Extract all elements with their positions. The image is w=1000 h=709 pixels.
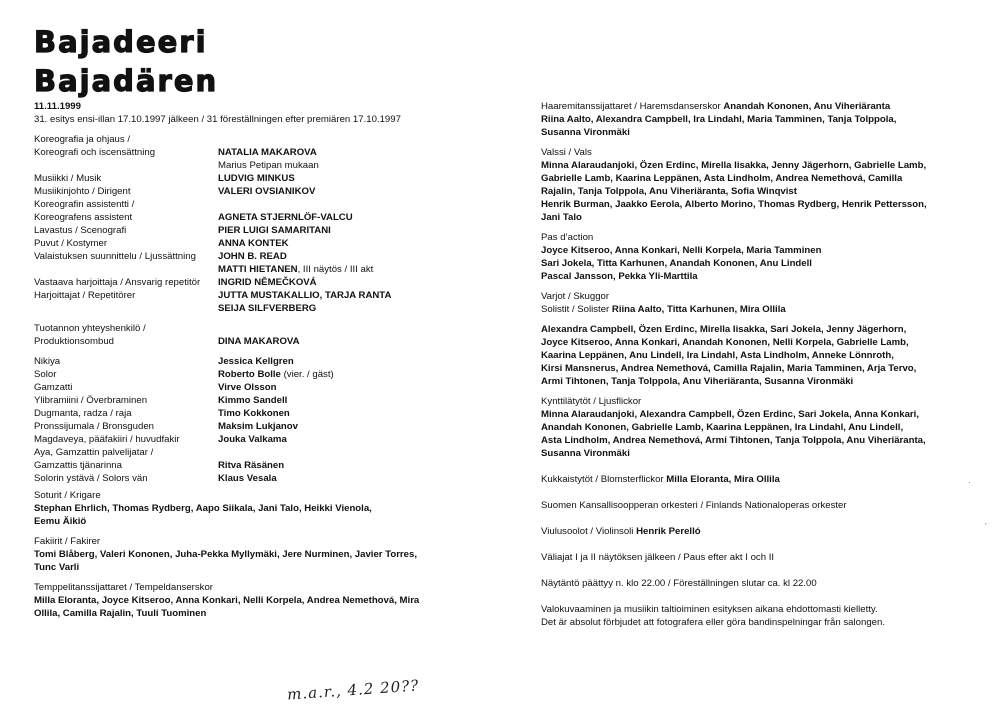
credit-name: [218, 211, 484, 224]
cast-row: [34, 433, 484, 446]
production-row: [34, 322, 484, 335]
credit-role: Koreografi och iscensättning: [34, 147, 156, 158]
credit-role: Harjoittajat / Repetitörer: [34, 290, 136, 301]
shades-names: [541, 323, 991, 388]
credit-name-text: Marius Petipan mukaan: [218, 160, 319, 171]
cast-name-suffix: (vier. / gäst): [280, 369, 334, 380]
candles-names-line: Anandah Kononen, Gabrielle Lamb, Kaarina Leppänen, Ira Lindahl, Anu Lindell,: [541, 422, 904, 433]
cast-name-text: Ritva Räsänen: [218, 460, 285, 471]
credit-role: Valaistuksen suunnittelu / Ljussättning: [34, 251, 196, 262]
cast-role: Aya, Gamzattin palvelijatar /: [34, 447, 154, 458]
handwritten-note: m.a.r., 4.2 20??: [286, 676, 420, 704]
credit-name: [218, 172, 484, 185]
cast-role: Nikiya: [34, 356, 61, 367]
credit-name: [218, 133, 484, 146]
waltz-names-line: Gabrielle Lamb, Kaarina Leppänen, Asta Lindholm, Andrea Nemethová, Camilla: [541, 173, 903, 184]
violin-label: Viulusoolot / Violinsoli: [541, 526, 637, 537]
performance-note: 31. esitys ensi-illan 17.10.1997 jälkeen / 31 föreställningen efter premiären 17.10.1997: [34, 114, 401, 125]
shades-soloists: [541, 303, 991, 316]
cast-row: [34, 459, 484, 472]
pas-names-line: Pascal Jansson, Pekka Yli-Marttila: [541, 271, 698, 282]
notice-line: Valokuvaaminen ja musiikin taltioiminen esityksen aikana ehdottomasti kielletty.: [541, 604, 878, 615]
cast-name: [218, 355, 484, 368]
intermission-line: Väliajat I ja II näytöksen jälkeen / Paus efter akt I och II: [541, 552, 775, 563]
ensemble-group: [34, 489, 484, 528]
credit-role: Koreografia ja ohjaus /: [34, 134, 130, 145]
credit-name: [218, 250, 484, 263]
credit-role: [34, 263, 218, 276]
shades-names-line: Alexandra Campbell, Özen Erdinc, Mirella Iisakka, Sari Jokela, Jenny Jägerhorn,: [541, 324, 907, 335]
shades-names-line: Kirsi Mansnerus, Andrea Nemethová, Camilla Rajalin, Maria Tamminen, Arja Tervo,: [541, 363, 917, 374]
cast-row: [34, 420, 484, 433]
ensemble-group: [34, 535, 484, 574]
cast-row: [34, 394, 484, 407]
cast-role: Magdaveya, pääfakiiri / huvudfakir: [34, 434, 180, 445]
orchestra-line: Suomen Kansallisoopperan orkesteri / Finlands Nationaloperas orkester: [541, 500, 847, 511]
candles-label: Kynttilätytöt / Ljusflickor: [541, 396, 642, 407]
violin-line: [541, 525, 991, 538]
credit-row: [34, 289, 484, 302]
harem-first-names: Anandah Kononen, Anu Viheriäranta: [723, 101, 891, 112]
ensemble-group-names: Tomi Blåberg, Valeri Kononen, Juha-Pekka Myllymäki, Jere Nurminen, Javier Torres,: [34, 549, 417, 560]
violin-name: Henrik Perelló: [636, 526, 701, 537]
pas-names-line: Joyce Kitseroo, Anna Konkari, Nelli Korpela, Maria Tamminen: [541, 245, 822, 256]
harem-names-line: Riina Aalto, Alexandra Campbell, Ira Lindahl, Maria Tamminen, Tanja Tolppola,: [541, 114, 897, 125]
credit-role: Musiikki / Musik: [34, 173, 102, 184]
harem-names: [541, 113, 991, 139]
ensemble-group-names: Stephan Ehrlich, Thomas Rydberg, Aapo Siikala, Jani Talo, Heikki Vienola,: [34, 503, 372, 514]
cast-name: [218, 420, 484, 433]
waltz-names: [541, 159, 991, 224]
ensemble-groups-left: [34, 489, 484, 620]
credit-row: [34, 237, 484, 250]
cast-row: [34, 472, 484, 485]
cast-name: [218, 446, 484, 459]
ensemble-group: [34, 581, 484, 620]
waltz-names-line: Jani Talo: [541, 212, 582, 223]
ensemble-group-names: Eemu Äikiö: [34, 516, 87, 527]
credit-row: [34, 263, 484, 276]
cast-role: Solor: [34, 369, 57, 380]
title-finnish: Bajadeeri: [34, 25, 208, 59]
credit-name: [218, 237, 484, 250]
cast-name-text: Virve Olsson: [218, 382, 277, 393]
credit-name: [218, 302, 484, 315]
production-role: Produktionsombud: [34, 336, 114, 347]
candles-names-line: Asta Lindholm, Andrea Nemethová, Armi Tihtonen, Tanja Tolppola, Anu Viheriäranta,: [541, 435, 926, 446]
shades-names-line: Joyce Kitseroo, Anna Konkari, Anandah Kononen, Nelli Korpela, Gabrielle Lamb,: [541, 337, 909, 348]
photo-notice: [541, 603, 991, 629]
credit-name: [218, 159, 484, 172]
production-credits: [34, 322, 484, 348]
cast-role: Pronssijumala / Bronsguden: [34, 421, 154, 432]
credit-row: [34, 211, 484, 224]
ensemble-group-label: Soturit / Krigare: [34, 490, 101, 501]
credit-name: [218, 276, 484, 289]
flowers-line: [541, 473, 991, 486]
shades-soloists-label: Solistit / Solister: [541, 304, 612, 315]
performance-date: 11.11.1999: [34, 101, 81, 112]
left-column: [34, 100, 484, 620]
production-name: [218, 322, 484, 335]
cast-role: Gamzattis tjänarinna: [34, 460, 122, 471]
credit-name-suffix: , III näytös / III akt: [297, 264, 374, 275]
production-row: [34, 335, 484, 348]
credit-name-text: VALERI OVSIANIKOV: [218, 186, 316, 197]
production-name-text: DINA MAKAROVA: [218, 336, 300, 347]
credit-name-text: JOHN B. READ: [218, 251, 287, 262]
cast-name-text: Jouka Valkama: [218, 434, 287, 445]
ensemble-group-label: Temppelitanssijattaret / Tempeldanserskor: [34, 582, 213, 593]
pas-names-line: Sari Jokela, Titta Karhunen, Anandah Kononen, Anu Lindell: [541, 258, 812, 269]
credit-name-text: JUTTA MUSTAKALLIO, TARJA RANTA: [218, 290, 392, 301]
credit-name: [218, 146, 484, 159]
title-swedish: Bajadären: [34, 64, 219, 98]
waltz-label: Valssi / Vals: [541, 147, 592, 158]
credit-name: [218, 289, 484, 302]
flowers-names: Milla Eloranta, Mira Ollila: [666, 474, 780, 485]
credit-name-text: NATALIA MAKAROVA: [218, 147, 317, 158]
cast-name-text: Maksim Lukjanov: [218, 421, 298, 432]
credit-row: [34, 146, 484, 159]
cast-name: [218, 433, 484, 446]
waltz-names-line: Rajalin, Tanja Tolppola, Anu Viheriäranta, Sofia Winqvist: [541, 186, 797, 197]
candles-names-line: Minna Alaraudanjoki, Alexandra Campbell, Özen Erdinc, Sari Jokela, Anna Konkari,: [541, 409, 919, 420]
pas-label: Pas d’action: [541, 232, 594, 243]
cast-role: Solorin ystävä / Solors vän: [34, 473, 148, 484]
cast-role: Ylibramiini / Överbraminen: [34, 395, 148, 406]
cast-name-text: Kimmo Sandell: [218, 395, 288, 406]
credit-name-text: SEIJA SILFVERBERG: [218, 303, 317, 314]
cast-name-text: Klaus Vesala: [218, 473, 277, 484]
cast-name: [218, 368, 484, 381]
credit-name-text: MATTI HIETANEN: [218, 264, 298, 275]
cast-name-text: Roberto Bolle: [218, 369, 281, 380]
credit-name-text: ANNA KONTEK: [218, 238, 289, 249]
cast-name: [218, 381, 484, 394]
cast-name: [218, 459, 484, 472]
credit-name: [218, 198, 484, 211]
credit-role: [34, 302, 218, 315]
credit-name-text: LUDVIG MINKUS: [218, 173, 295, 184]
cast-row: [34, 381, 484, 394]
credit-name: [218, 263, 484, 276]
candles-names-line: Susanna Vironmäki: [541, 448, 630, 459]
shades-label: Varjot / Skuggor: [541, 291, 610, 302]
credit-row: [34, 198, 484, 211]
credits-list: [34, 133, 484, 315]
cast-name-text: Timo Kokkonen: [218, 408, 290, 419]
harem-names-line: Susanna Vironmäki: [541, 127, 630, 138]
credit-row: [34, 224, 484, 237]
credit-name: [218, 224, 484, 237]
credit-role: Lavastus / Scenografi: [34, 225, 127, 236]
end-time-line: Näytäntö päättyy n. klo 22.00 / Föreställningen slutar ca. kl 22.00: [541, 578, 817, 589]
credit-row: [34, 185, 484, 198]
margin-mark: ·: [968, 478, 971, 487]
production-role: Tuotannon yhteyshenkilö /: [34, 323, 146, 334]
cast-list: [34, 355, 484, 485]
ensemble-group-names: Ollila, Camilla Rajalin, Tuuli Tuominen: [34, 608, 207, 619]
credit-name: [218, 185, 484, 198]
credit-row: [34, 159, 484, 172]
credit-name-text: PIER LUIGI SAMARITANI: [218, 225, 331, 236]
cast-name: [218, 472, 484, 485]
margin-mark: ’: [985, 522, 987, 531]
harem-label: Haaremitanssijattaret / Haremsdanserskor: [541, 101, 724, 112]
credit-role: Koreografin assistentti /: [34, 199, 135, 210]
credit-name-text: AGNETA STJERNLÖF-VALCU: [218, 212, 353, 223]
credit-row: [34, 250, 484, 263]
pas-names: [541, 244, 991, 283]
notice-line: Det är absolut förbjudet att fotografera eller göra bandinspelningar från salongen.: [541, 617, 885, 628]
credit-row: [34, 302, 484, 315]
cast-name: [218, 407, 484, 420]
credit-row: [34, 133, 484, 146]
cast-row: [34, 407, 484, 420]
harem-heading: [541, 100, 991, 113]
waltz-names-line: Minna Alaraudanjoki, Özen Erdinc, Mirella Iisakka, Jenny Jägerhorn, Gabrielle Lamb,: [541, 160, 927, 171]
credit-role: [34, 159, 218, 172]
cast-row: [34, 355, 484, 368]
shades-soloists-names: Riina Aalto, Titta Karhunen, Mira Ollila: [611, 304, 786, 315]
shades-names-line: Kaarina Leppänen, Anu Lindell, Ira Lindahl, Asta Lindholm, Anneke Lönnroth,: [541, 350, 894, 361]
credit-row: [34, 276, 484, 289]
cast-name-text: Jessica Kellgren: [218, 356, 294, 367]
credit-role: Koreografens assistent: [34, 212, 133, 223]
ensemble-group-label: Fakiirit / Fakirer: [34, 536, 101, 547]
production-name: [218, 335, 484, 348]
credit-row: [34, 172, 484, 185]
cast-role: Gamzatti: [34, 382, 73, 393]
cast-row: [34, 368, 484, 381]
flowers-label: Kukkaistytöt / Blomsterflickor: [541, 474, 667, 485]
cast-role: Dugmanta, radza / raja: [34, 408, 132, 419]
right-column: [541, 100, 991, 629]
shades-names-line: Armi Tihtonen, Tanja Tolppola, Anu Viheriäranta, Susanna Vironmäki: [541, 376, 854, 387]
credit-role: Puvut / Kostymer: [34, 238, 108, 249]
credit-role: Vastaava harjoittaja / Ansvarig repetitör: [34, 277, 201, 288]
cast-name: [218, 394, 484, 407]
credit-role: Musiikinjohto / Dirigent: [34, 186, 131, 197]
waltz-names-line: Henrik Burman, Jaakko Eerola, Alberto Morino, Thomas Rydberg, Henrik Pettersson,: [541, 199, 927, 210]
ensemble-group-names: Milla Eloranta, Joyce Kitseroo, Anna Konkari, Nelli Korpela, Andrea Nemethová, Mira: [34, 595, 420, 606]
credit-name-text: INGRID NĚMEČKOVÁ: [218, 277, 317, 288]
cast-row: [34, 446, 484, 459]
candles-names: [541, 408, 991, 460]
ensemble-group-names: Tunc Varli: [34, 562, 80, 573]
